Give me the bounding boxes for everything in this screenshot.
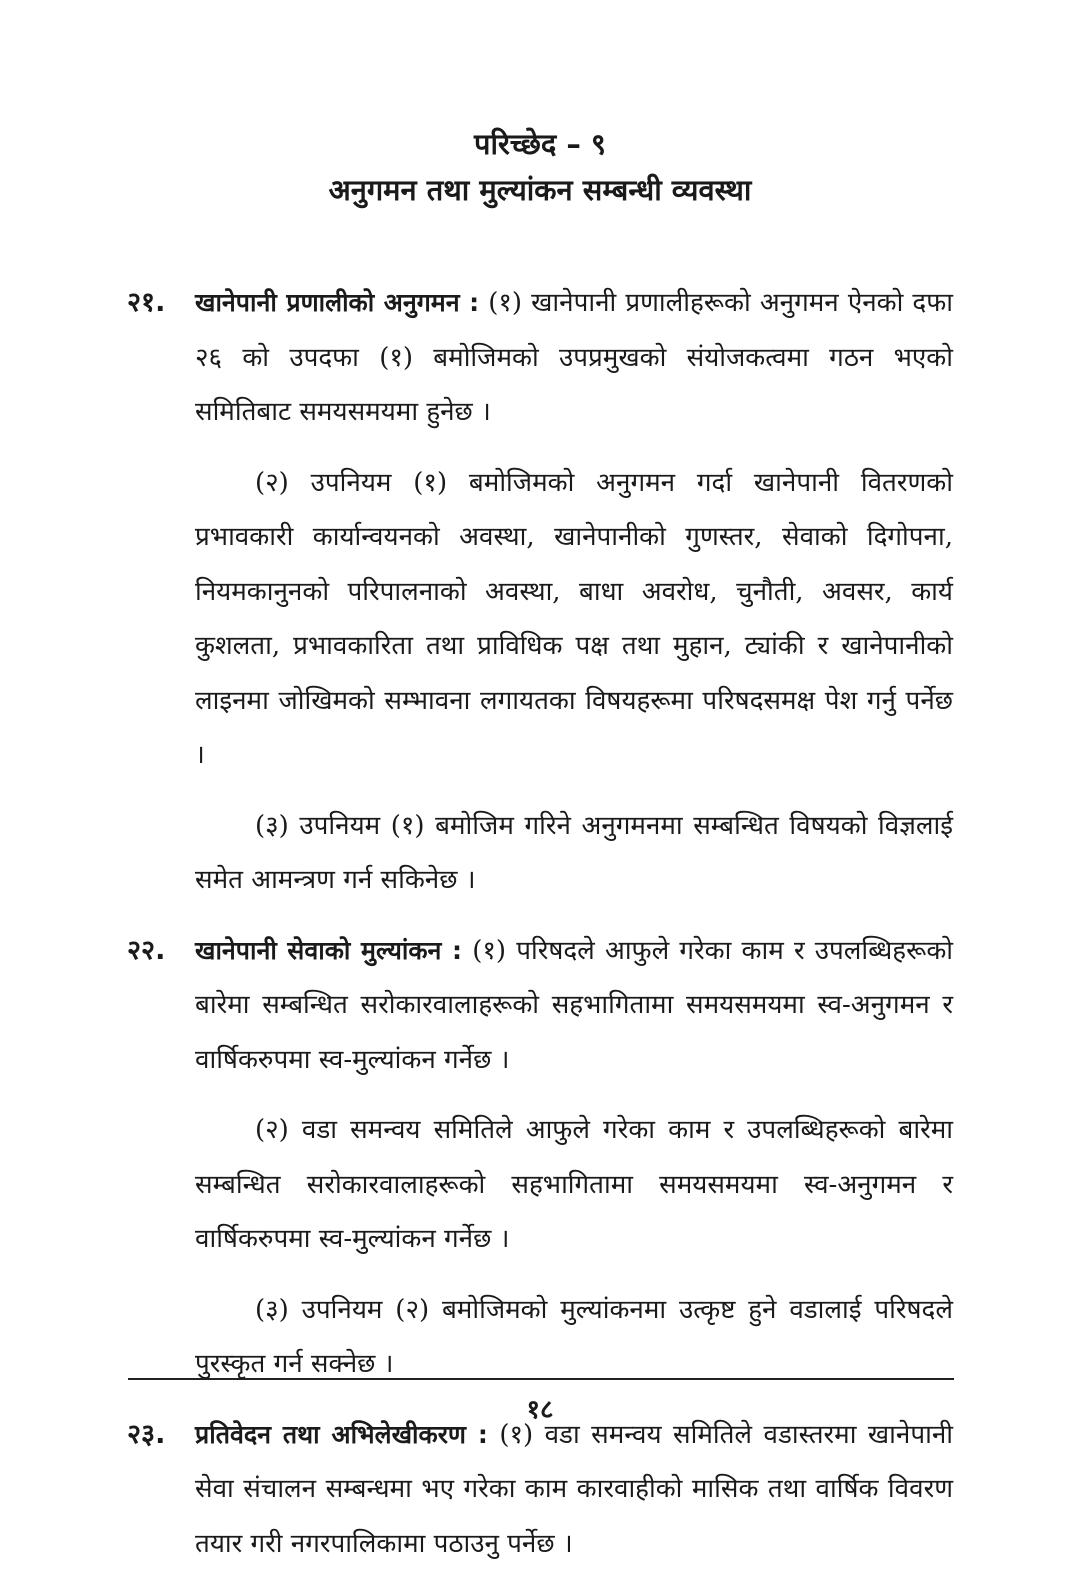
paragraph-text: (३) उपनियम (२) बमोजिमको मुल्यांकनमा उत्कृष्ट हुने वडालाई परिषदले पुरस्कृत गर्न सक्नेछ ।	[195, 1294, 953, 1379]
section-22-paragraph-3	[195, 1283, 953, 1392]
footer-divider	[128, 1378, 954, 1380]
section-number: २३.	[127, 1418, 166, 1450]
section-21-paragraph-2	[195, 456, 953, 783]
paragraph-text: (२) वडा समन्वय समितिले आफुले गरेका काम र उपलब्धिहरूको बारेमा सम्बन्धित सरोकारवालाहरूको सहभागितामा समयसमयमा स्व-अनुगमन र वार्षिकरुपमा स्व-मुल्यांकन गर्नेछ ।	[195, 1115, 953, 1254]
section-22-paragraph-1	[127, 924, 954, 1088]
paragraph-text: (१) परिषदले आफुले गरेका काम र उपलब्धिहरूको बारेमा सम्बन्धित सरोकारवालाहरूको सहभागितामा समयसमयमा स्व-अनुगमन र वार्षिकरुपमा स्व-मुल्यांकन गर्नेछ ।	[195, 935, 954, 1075]
section-heading: खानेपानी सेवाको मुल्यांकन :	[195, 935, 463, 965]
chapter-label: परिच्छेद – ९	[473, 127, 607, 161]
paragraph-text: (१) खानेपानी प्रणालीहरूको अनुगमन ऐनको दफा २६ को उपदफा (१) बमोजिमको उपप्रमुखको संयोजकत्वमा गठन भएको समितिबाट समयसमयमा हुनेछ ।	[195, 288, 953, 427]
section-23-paragraph-1	[127, 1408, 953, 1572]
section-number: २२.	[127, 934, 166, 966]
page-number: १८	[526, 1395, 554, 1425]
chapter-title: अनुगमन तथा मुल्यांकन सम्बन्धी व्यवस्था	[328, 173, 752, 207]
paragraph-text: (३) उपनियम (१) बमोजिम गरिने अनुगमनमा सम्बन्धित विषयको विज्ञलाई समेत आमन्त्रण गर्न सकिनेछ ।	[195, 810, 953, 895]
section-21-paragraph-3	[195, 799, 953, 908]
section-22-paragraph-2	[195, 1103, 953, 1267]
section-21-paragraph-1	[127, 276, 953, 440]
paragraph-text: (२) उपनियम (१) बमोजिमको अनुगमन गर्दा खानेपानी वितरणको प्रभावकारी कार्यान्वयनको अवस्था, खानेपानीको गुणस्तर, सेवाको दिगोपना, नियमकानुनको परिपालनाको अवस्था, बाधा अवरोध, चुनौती, अवसर, कार्य कुशलता, प्रभावकारिता तथा प्राविधिक पक्ष तथा मुहान, ट्यांकी र खानेपानीको लाइनमा जोखिमको सम्भावना लगायतका विषयहरूमा परिषदसमक्ष पेश गर्नु पर्नेछ ।	[195, 467, 953, 770]
section-heading: खानेपानी प्रणालीको अनुगमन :	[195, 288, 480, 317]
section-heading: प्रतिवेदन तथा अभिलेखीकरण :	[195, 1419, 488, 1449]
paragraph-text: (१) वडा समन्वय समितिले वडास्तरमा खानेपानी सेवा संचालन सम्बन्धमा भए गरेका काम कारवाहीको मासिक तथा वार्षिक विवरण तयार गरी नगरपालिकामा पठाउनु पर्नेछ ।	[195, 1419, 953, 1559]
section-number: २१.	[127, 287, 166, 318]
